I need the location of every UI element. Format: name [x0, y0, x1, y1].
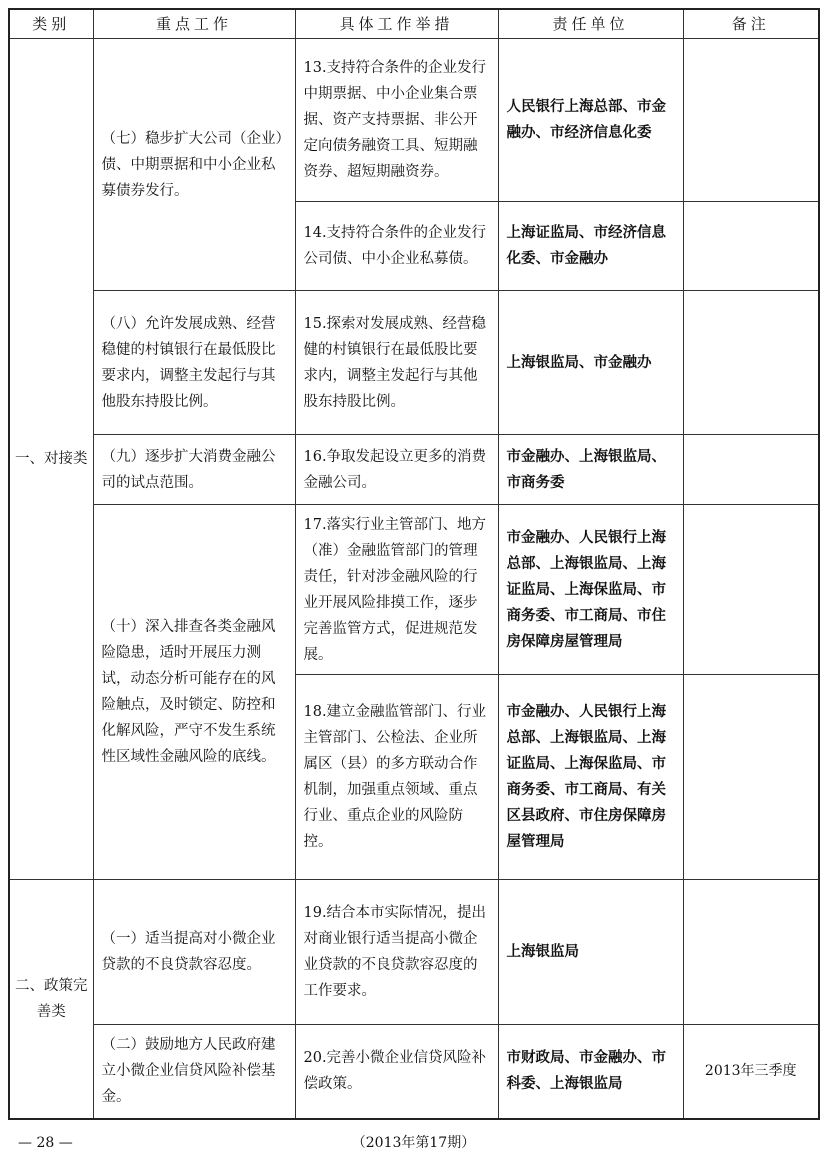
header-note: 备注	[683, 9, 819, 39]
unit-cell: 上海银监局、市金融办	[498, 291, 683, 435]
unit-cell: 市金融办、人民银行上海总部、上海银监局、上海证监局、上海保监局、市商务委、市工商局、市住房保障房屋管理局	[498, 505, 683, 675]
policy-table	[8, 8, 820, 1120]
table-row	[9, 39, 819, 202]
key-task-cell: （十）深入排查各类金融风险隐患，适时开展压力测试，动态分析可能存在的风险触点，及时锁定、防控和化解风险，严守不发生系统性区域性金融风险的底线。	[93, 505, 295, 880]
category-docking: 一、对接类	[9, 39, 93, 880]
note-cell	[683, 505, 819, 675]
note-cell	[683, 291, 819, 435]
measure-cell: 14.支持符合条件的企业发行公司债、中小企业私募债。	[295, 202, 498, 291]
header-measure: 具体工作举措	[295, 9, 498, 39]
measure-cell: 13.支持符合条件的企业发行中期票据、中小企业集合票据、资产支持票据、非公开定向债务融资工具、短期融资券、超短期融资券。	[295, 39, 498, 202]
measure-cell: 17.落实行业主管部门、地方（准）金融监管部门的管理责任，针对涉金融风险的行业开展风险排摸工作，逐步完善监管方式，促进规范发展。	[295, 505, 498, 675]
page-number: — 28 —	[18, 1135, 73, 1151]
note-cell	[683, 675, 819, 880]
unit-cell: 市财政局、市金融办、市科委、上海银监局	[498, 1024, 683, 1119]
unit-cell: 市金融办、人民银行上海总部、上海银监局、上海证监局、上海保监局、市商务委、市工商局、有关区县政府、市住房保障房屋管理局	[498, 675, 683, 880]
unit-cell: 市金融办、上海银监局、市商务委	[498, 435, 683, 505]
measure-cell: 19.结合本市实际情况，提出对商业银行适当提高小微企业贷款的不良贷款容忍度的工作要求。	[295, 879, 498, 1024]
header-key-task: 重点工作	[93, 9, 295, 39]
header-category: 类别	[9, 9, 93, 39]
measure-cell: 18.建立金融监管部门、行业主管部门、公检法、企业所属区（县）的多方联动合作机制，加强重点领域、重点行业、重点企业的风险防控。	[295, 675, 498, 880]
page-footer	[0, 1131, 827, 1155]
key-task-cell: （九）逐步扩大消费金融公司的试点范围。	[93, 435, 295, 505]
header-responsible-unit: 责任单位	[498, 9, 683, 39]
note-cell	[683, 879, 819, 1024]
note-cell: 2013年三季度	[683, 1024, 819, 1119]
key-task-cell: （八）允许发展成熟、经营稳健的村镇银行在最低股比要求内，调整主发起行与其他股东持股比例。	[93, 291, 295, 435]
unit-cell: 上海证监局、市经济信息化委、市金融办	[498, 202, 683, 291]
unit-cell: 人民银行上海总部、市金融办、市经济信息化委	[498, 39, 683, 202]
unit-cell: 上海银监局	[498, 879, 683, 1024]
table-row	[9, 435, 819, 505]
table-row	[9, 1024, 819, 1119]
category-policy: 二、政策完善类	[9, 879, 93, 1119]
table-row	[9, 879, 819, 1024]
measure-cell: 15.探索对发展成熟、经营稳健的村镇银行在最低股比要求内，调整主发起行与其他股东持股比例。	[295, 291, 498, 435]
key-task-cell: （一）适当提高对小微企业贷款的不良贷款容忍度。	[93, 879, 295, 1024]
measure-cell: 20.完善小微企业信贷风险补偿政策。	[295, 1024, 498, 1119]
issue-label: （2013年第17期）	[351, 1135, 476, 1151]
measure-cell: 16.争取发起设立更多的消费金融公司。	[295, 435, 498, 505]
key-task-cell: （七）稳步扩大公司（企业）债、中期票据和中小企业私募债券发行。	[93, 39, 295, 291]
key-task-cell: （二）鼓励地方人民政府建立小微企业信贷风险补偿基金。	[93, 1024, 295, 1119]
note-cell	[683, 435, 819, 505]
table-row	[9, 505, 819, 675]
note-cell	[683, 39, 819, 202]
table-row	[9, 291, 819, 435]
note-cell	[683, 202, 819, 291]
table-header-row	[9, 9, 819, 39]
